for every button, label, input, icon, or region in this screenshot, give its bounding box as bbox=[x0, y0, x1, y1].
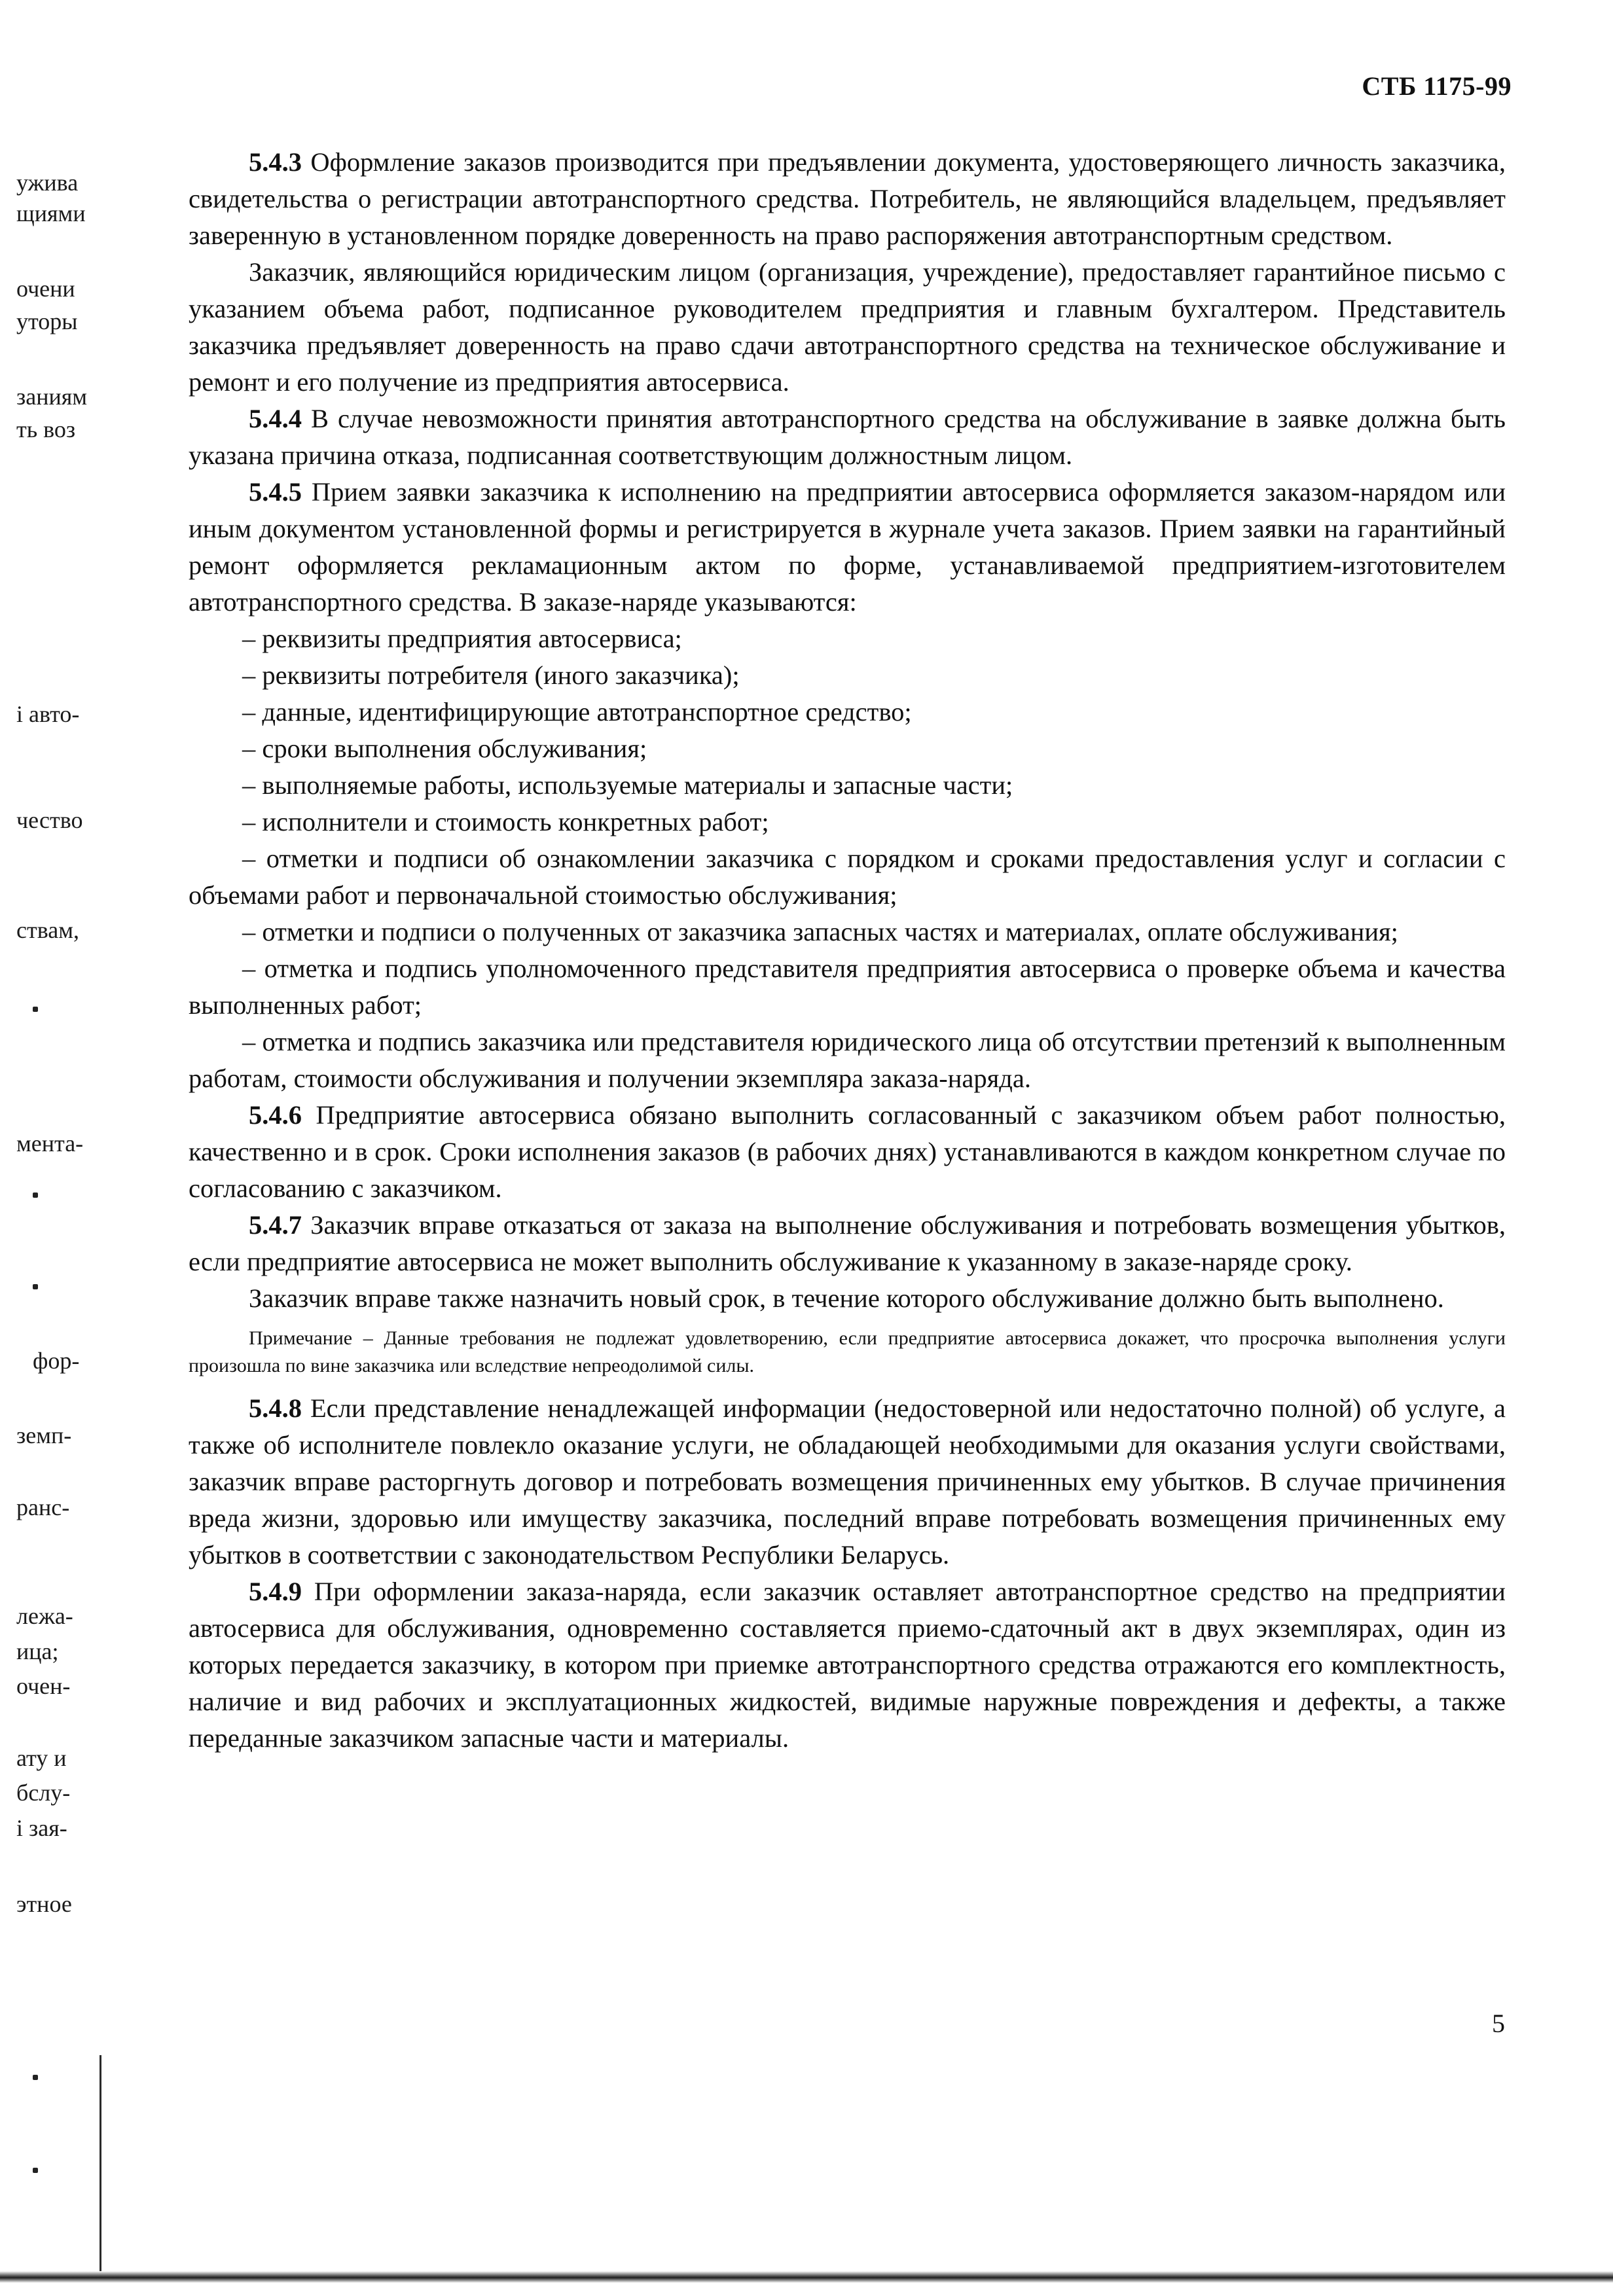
list-item: – реквизиты предприятия автосервиса; bbox=[242, 624, 682, 653]
margin-fragment: і зая- bbox=[16, 1815, 67, 1841]
margin-fragment: ица; bbox=[16, 1638, 59, 1664]
list-item: – данные, идентифицирующие автотранспортное средство; bbox=[242, 697, 912, 726]
paragraph-5-4-6: 5.4.6 Предприятие автосервиса обязано выполнить согласованный с заказчиком объем работ полностью, качественно и в срок. Сроки исполнения заказов (в рабочих днях) устанавливаются в каждом конкретном случае по согласованию с заказчиком. bbox=[189, 1100, 1506, 1203]
margin-fragment: земп- bbox=[16, 1422, 72, 1448]
margin-fragment: заниям bbox=[16, 384, 88, 410]
list-item: – исполнители и стоимость конкретных работ; bbox=[242, 807, 769, 836]
list-item: – выполняемые работы, используемые материалы и запасные части; bbox=[242, 770, 1013, 800]
margin-fragment: уторы bbox=[16, 308, 78, 334]
document-code: СТБ 1175-99 bbox=[1362, 71, 1512, 101]
margin-fragment: ть воз bbox=[16, 416, 76, 442]
margin-fragment: очен- bbox=[16, 1673, 71, 1699]
margin-fragment: ужива bbox=[16, 170, 79, 196]
scan-speck bbox=[33, 2075, 38, 2080]
scan-speck bbox=[33, 1007, 38, 1012]
paragraph-5-4-3: 5.4.3 Оформление заказов производится при предъявлении документа, удостоверяющего личность заказчика, свидетельства о регистрации автотранспортного средства. Потребитель, не являющийся владельцем, предъявляет заверенную в установленном порядке доверенность на право распоряжения автотранспортным средством. bbox=[189, 147, 1506, 250]
paragraph-5-4-8: 5.4.8 Если представление ненадлежащей информации (недостоверной или недостаточно полной) об услуге, а также об исполнителе повлекло оказание услуги, не обладающей необходимыми для оказания услуги свойствами, заказчик вправе расторгнуть договор и потребовать возмещения причиненных ему убытков. В случае причинения вреда жизни, здоровью или имуществу заказчика, последний вправе потребовать возмещения причиненных ему убытков в соответствии с законодательством Республики Беларусь. bbox=[189, 1393, 1506, 1570]
margin-fragment: мента- bbox=[16, 1130, 84, 1157]
list-item: – отметки и подписи о полученных от заказчика запасных частях и материалах, оплате обслуживания; bbox=[242, 917, 1398, 946]
paragraph-5-4-5: 5.4.5 Прием заявки заказчика к исполнению на предприятии автосервиса оформляется заказом-нарядом или иным документом установленной формы и регистрируется в журнале учета заказов. Прием заявки на гарантийный ремонт оформляется рекламационным актом по форме, устанавливаемой предприятием-изготовителем автотранспортного средства. В заказе-наряде указываются: bbox=[189, 477, 1506, 617]
margin-fragment: ату и bbox=[16, 1745, 67, 1771]
margin-fragment: бслу- bbox=[16, 1780, 71, 1806]
paragraph-new-term: Заказчик вправе также назначить новый срок, в течение которого обслуживание должно быть выполнено. bbox=[249, 1283, 1444, 1313]
margin-fragment: очени bbox=[16, 276, 75, 302]
list-item: – отметки и подписи об ознакомлении заказчика с порядком и сроками предоставления услуг и согласии с объемами работ и первоначальной стоимостью обслуживания; bbox=[189, 844, 1506, 910]
margin-fragment: фор- bbox=[33, 1348, 80, 1374]
margin-fragment: этное bbox=[16, 1891, 72, 1917]
margin-fragment: ранс- bbox=[16, 1494, 70, 1520]
scan-speck bbox=[33, 1193, 38, 1198]
scan-speck bbox=[33, 1284, 38, 1289]
list-item: – отметка и подпись уполномоченного представителя предприятия автосервиса о проверке объема и качества выполненных работ; bbox=[189, 954, 1506, 1020]
paragraph-5-4-7: 5.4.7 Заказчик вправе отказаться от заказа на выполнение обслуживания и потребовать возмещения убытков, если предприятие автосервиса не может выполнить обслуживание к указанному в заказе-наряде сроку. bbox=[189, 1210, 1506, 1276]
page-number: 5 bbox=[1492, 2009, 1505, 2038]
scan-speck bbox=[33, 2168, 38, 2173]
margin-fragment: і авто- bbox=[16, 701, 80, 727]
note: Примечание – Данные требования не подлежат удовлетворению, если предприятие автосервиса докажет, что просрочка выполнения услуги произошла по вине заказчика или вследствие непреодолимой силы. bbox=[189, 1327, 1506, 1376]
margin-fragment: чество bbox=[16, 807, 83, 833]
paragraph-5-4-4: 5.4.4 В случае невозможности принятия автотранспортного средства на обслуживание в заявке должна быть указана причина отказа, подписанная соответствующим должностным лицом. bbox=[189, 404, 1506, 470]
paragraph-5-4-9: 5.4.9 При оформлении заказа-наряда, если заказчик оставляет автотранспортное средство на предприятии автосервиса для обслуживания, одновременно составляется приемо-сдаточный акт в двух экземплярах, один из которых передается заказчику, в котором при приемке автотранспортного средства отражаются его комплектность, наличие и вид рабочих и эксплуатационных жидкостей, видимые наружные повреждения и дефекты, а также переданные заказчиком запасные части и материалы. bbox=[189, 1577, 1506, 1753]
list-item: – отметка и подпись заказчика или представителя юридического лица об отсутствии претензий к выполненным работам, стоимости обслуживания и получении экземпляра заказа-наряда. bbox=[189, 1027, 1506, 1093]
paragraph-legal-entity: Заказчик, являющийся юридическим лицом (организация, учреждение), предоставляет гарантийное письмо с указанием объема работ, подписанное руководителем предприятия и главным бухгалтером. Представитель заказчика предъявляет доверенность на право сдачи автотранспортного средства на техническое обслуживание и ремонт и его получение из предприятия автосервиса. bbox=[189, 257, 1506, 397]
margin-fragment: ствам, bbox=[16, 917, 79, 943]
scan-bottom-edge bbox=[0, 2271, 1613, 2283]
document-body bbox=[189, 144, 1506, 1757]
left-margin-fragments bbox=[0, 0, 118, 2296]
list-item: – реквизиты потребителя (иного заказчика); bbox=[242, 660, 740, 690]
margin-fragment: лежа- bbox=[16, 1603, 73, 1629]
list-item: – сроки выполнения обслуживания; bbox=[242, 734, 647, 763]
binding-gutter-line bbox=[100, 2055, 101, 2278]
margin-fragment: щиями bbox=[16, 200, 86, 226]
